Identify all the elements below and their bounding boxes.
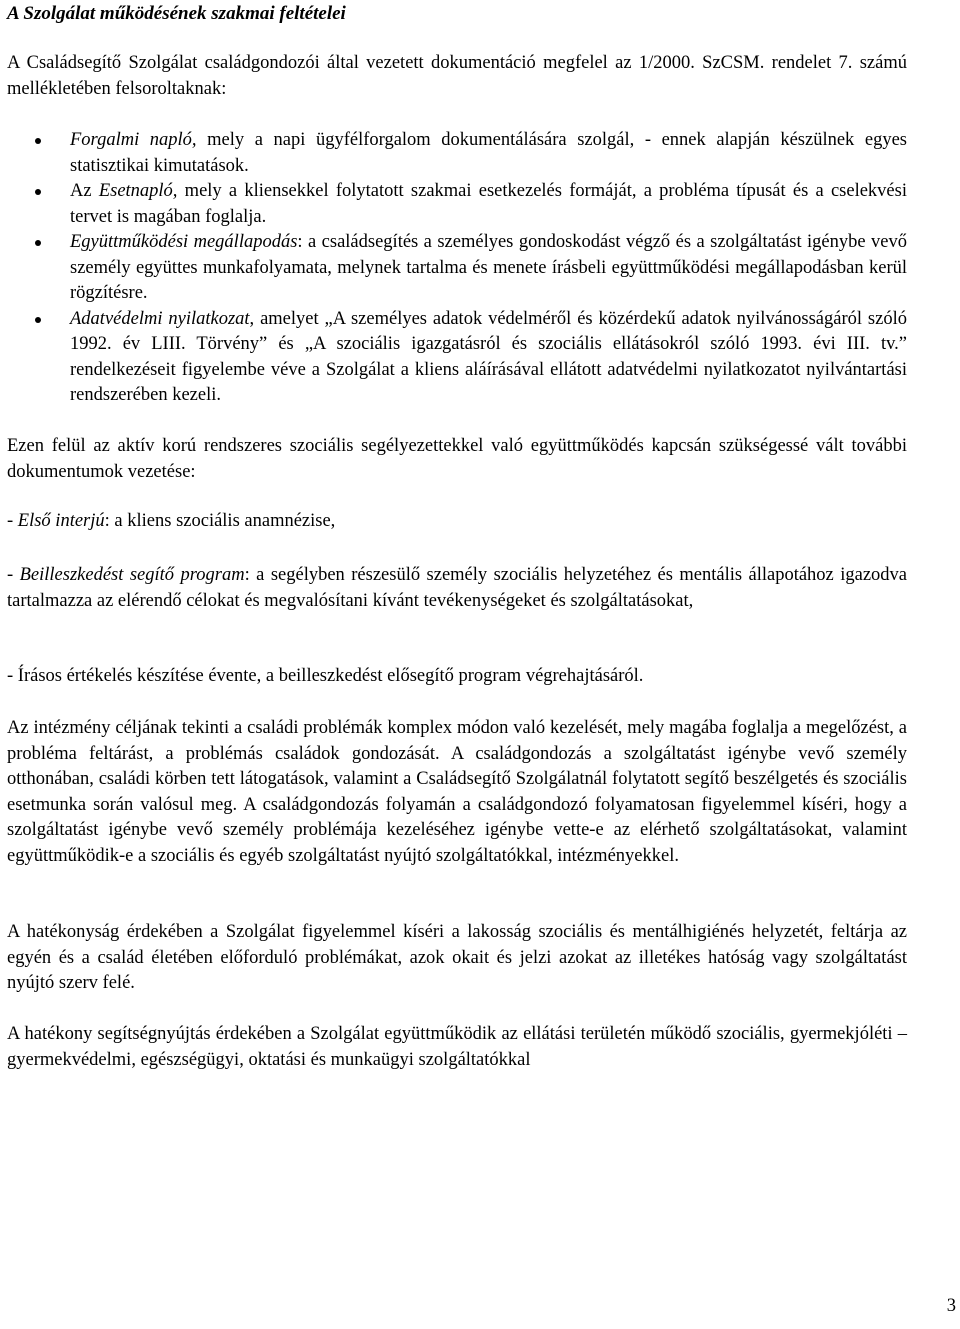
list-item <box>7 230 907 307</box>
item-prefix: Az <box>70 181 99 201</box>
list-item <box>7 307 907 409</box>
dash-item-integration-program: - Beilleszkedést segítő program: a segélyben részesülő személy szociális helyzetéhez és mentális állapotához igazodva tartalmazza az elérendő célokat és megvalósítani kívánt tevékenységeket és szolgáltatásokat, <box>7 565 907 611</box>
page-number: 3 <box>946 1296 956 1316</box>
intro-paragraph: A Családsegítő Szolgálat családgondozói által vezetett dokumentáció megfelel az 1/2000. SzCSM. rendelet 7. számú mellékletében felsoroltaknak: <box>7 53 907 99</box>
term: Esetnapló, <box>98 181 178 201</box>
cooperation-paragraph: A hatékony segítségnyújtás érdekében a Szolgálat együttműködik az ellátási területén működő szociális, gyermekjóléti – gyermekvédelmi, egészségügyi, oktatási és munkaügyi szolgáltatókkal <box>7 1024 907 1070</box>
section-title: A Szolgálat működésének szakmai feltételei <box>7 3 346 24</box>
term: Együttműködési megállapodás <box>70 232 298 252</box>
dash-item-evaluation: - Írásos értékelés készítése évente, a beilleszkedést elősegítő program végrehajtásáról. <box>7 666 644 686</box>
item-text: : a családsegítés a személyes gondoskodást végző és a szolgáltatást igénybe vevő személy együttes munkafolyamata, melynek tartalma és menete írásbeli együttműködési megállapodásban kerül rögzítésre. <box>70 232 908 303</box>
item-text: mely a napi ügyfélforgalom dokumentálására szolgál, - ennek alapján készülnek egyes statisztikai kimutatások. <box>70 130 908 176</box>
item-text: , amelyet „A személyes adatok védelméről és közérdekű adatok nyilvánosságáról szóló 1992. év LIII. Törvény” és „A szociális igazgatásról és szociális ellátásokról szóló 1993. évi III. tv.” rendelkezéseit figyelembe véve a Szolgálat a kliens aláírásával ellátott adatvédelmi nyilatkozatot nyilvántartási rendszerében kezeli. <box>70 308 907 405</box>
list-item <box>7 179 907 230</box>
extra-documents-paragraph: Ezen felül az aktív korú rendszeres szociális segélyezettekkel való együttműködés kapcsán szükségessé vált további dokumentumok vezetése: <box>7 436 907 482</box>
documentation-list <box>7 128 907 409</box>
dash-item-first-interview: - Első interjú: a kliens szociális anamnézise, <box>7 511 336 531</box>
list-item <box>7 128 907 179</box>
term: Első interjú <box>17 511 105 531</box>
goal-paragraph: Az intézmény céljának tekinti a családi problémák komplex módon való kezelését, mely magába foglalja a megelőzést, a probléma feltárást, a problémás családok gondozását. A családgondozás a szolgáltatást igénybe vevő személy otthonában, családi körben tett látogatások, valamint a Családsegítő Szolgálatnál folytatott segítő beszélgetés és szociális esetmunka során valósul meg. A családgondozás folyamán a családgondozó folyamatosan figyelemmel kíséri, hogy a szolgáltatást igénybe vevő személy problémája kezeléséhez igénybe vette-e az elérhető szolgáltatásokat, valamint együttműködik-e a szociális és egyéb szolgáltatást nyújtó szolgáltatókkal, intézményekkel. <box>7 718 907 866</box>
item-text: mely a kliensekkel folytatott szakmai esetkezelés formáját, a probléma típusát és a cselekvési tervet is magában foglalja. <box>70 181 907 227</box>
term: Forgalmi napló, <box>70 130 197 150</box>
term: Adatvédelmi nyilatkozat <box>70 308 250 329</box>
term: Beilleszkedést segítő program <box>19 565 245 585</box>
efficiency-paragraph: A hatékonyság érdekében a Szolgálat figyelemmel kíséri a lakosság szociális és mentálhigiénés helyzetét, feltárja az egyén és a család életében előforduló problémákat, azok okait és jelzi azokat az illetékes hatóság vagy szolgáltatást nyújtó szerv felé. <box>7 922 907 993</box>
